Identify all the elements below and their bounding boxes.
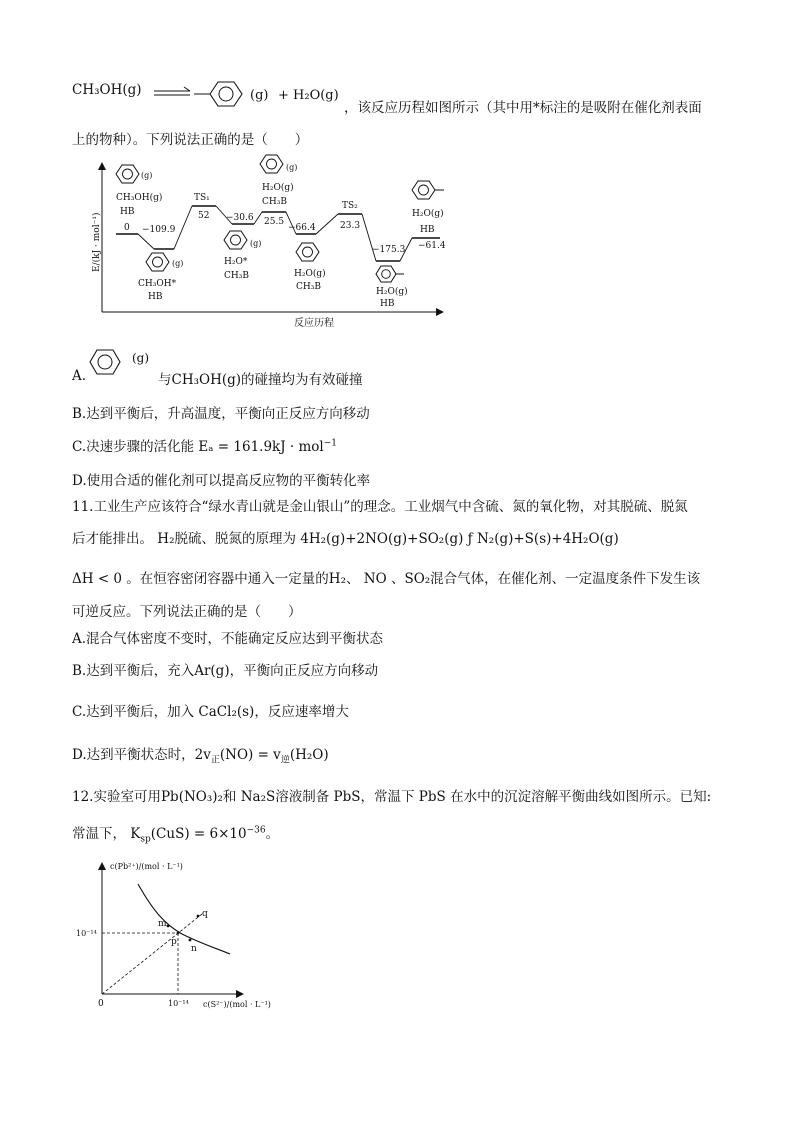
s1-hb: HB	[148, 292, 163, 302]
q10-option-d: D.使用合适的催化剂可以提高反应物的平衡转化率	[72, 473, 371, 489]
label-n: n	[191, 944, 197, 954]
solubility-curve-graph	[76, 854, 320, 1014]
s6-value: −61.4	[418, 241, 446, 251]
eq-arrow-and-product	[150, 76, 340, 116]
y-axis-label: c(Pb²⁺)/(mol · L⁻¹)	[110, 862, 183, 871]
point-m	[167, 925, 170, 928]
option-d-part-b: (NO) = v	[219, 747, 281, 763]
start-ch3oh: CH₃OH(g)	[116, 193, 163, 203]
ksp-exponent: −36	[246, 825, 266, 836]
toluene-icon	[412, 181, 444, 199]
benzene-icon	[260, 155, 283, 173]
eq-water: + H₂O(g)	[278, 88, 339, 103]
s1-tag: (g)	[172, 259, 184, 268]
x-axis-label: 反应历程	[294, 318, 334, 329]
ts1-label: TS₁	[194, 193, 210, 203]
eq-reactant: CH₃OH(g)	[72, 82, 142, 98]
label-m: m	[158, 919, 167, 929]
label-p: p	[171, 937, 177, 947]
q11-option-d	[72, 743, 329, 766]
s2-tag: (g)	[250, 239, 262, 248]
energy-profile-diagram	[90, 150, 470, 330]
label-q: q	[202, 909, 208, 919]
start-tag: (g)	[141, 171, 153, 180]
option-d-sub-reverse: 逆	[280, 755, 290, 766]
path-1	[138, 234, 154, 249]
q11-option-a: A.混合气体密度不变时，不能确定反应达到平衡状态	[72, 631, 384, 647]
ksp-end: 。	[265, 826, 280, 842]
benzene-icon	[224, 231, 247, 249]
q10-stem-a: ，该反应历程如图所示（其中用*标注的是吸附在催化剂表面	[344, 100, 702, 116]
q10-option-a	[72, 368, 86, 384]
x-axis-label: c(S²⁻)/(mol · L⁻¹)	[203, 1000, 271, 1009]
s2-value: −30.6	[226, 213, 254, 223]
y-axis-label: E/(kJ · mol⁻¹)	[92, 212, 102, 272]
s2-h2o: H₂O*	[224, 257, 248, 267]
ksp-prefix: 常温下， K	[72, 826, 141, 842]
option-d-sub-forward: 正	[210, 755, 220, 766]
equilibrium-curve	[138, 884, 230, 954]
diagonal-dashed	[102, 914, 202, 994]
q11-line-3: ΔH < 0 。在恒容密闭容器中通入一定量的H₂、 NO 、SO₂混合气体，在催化剂、一定温度条件下发生该	[72, 571, 701, 587]
point-q	[197, 915, 200, 918]
ts2-label: TS₂	[342, 201, 358, 211]
q12-line-1: 12.实验室可用Pb(NO₃)₂和 Na₂S溶液制备 PbS，常温下 PbS 在水中的沉淀溶解平衡曲线如图所示。已知:	[72, 789, 712, 805]
q10-equation	[72, 82, 142, 98]
toluene-icon	[376, 266, 404, 282]
q10-option-b: B.达到平衡后，升高温度，平衡向正反应方向移动	[72, 406, 370, 422]
q11-option-c: C.达到平衡后，加入 CaCl₂(s)，反应速率增大	[72, 704, 349, 720]
option-c-text: C.决速步骤的活化能 Eₐ = 161.9kJ · mol	[72, 439, 324, 455]
s5-hb: HB	[380, 299, 395, 309]
origin-label: 0	[98, 999, 104, 1009]
q11-option-b: B.达到平衡后，充入Ar(g)，平衡向正反应方向移动	[72, 663, 379, 679]
option-a-prefix: A.	[72, 368, 87, 384]
option-c-sup: −1	[323, 438, 338, 449]
s3-h2o: H₂O(g)	[262, 183, 294, 193]
s4-ch3b: CH₃B	[296, 282, 321, 292]
option-d-part-c: (H₂O)	[289, 747, 329, 763]
path-2	[174, 206, 192, 249]
ksp-value: (CuS) = 6×10	[150, 826, 247, 842]
ksp-sub: sp	[140, 834, 151, 845]
q10-option-c	[72, 435, 337, 455]
s6-hb: HB	[420, 225, 435, 235]
s5-value: −175.3	[372, 245, 406, 255]
q11-line-1: 11.工业生产应该符合“绿水青山就是金山银山”的理念。工业烟气中含硫、氮的氧化物，对其脱硫、脱氮	[72, 499, 688, 515]
s1-ch3oh: CH₃OH*	[138, 279, 177, 289]
ts1-value: 52	[198, 211, 210, 221]
toluene-product-icon	[194, 82, 242, 106]
option-a-tag: (g)	[132, 351, 150, 365]
s3-ch3b: CH₃B	[262, 197, 287, 207]
benzene-icon	[296, 243, 319, 261]
s3-value: 25.5	[264, 217, 285, 227]
q12-line-2	[72, 822, 279, 845]
path-6	[316, 214, 338, 234]
point-n	[189, 939, 192, 942]
reversible-arrow	[154, 87, 190, 95]
s6-h2o: H₂O(g)	[412, 209, 444, 219]
s4-value: −66.4	[288, 223, 316, 233]
y-tick-label: 10⁻¹⁴	[76, 929, 97, 938]
start-value: 0	[124, 223, 130, 233]
ts2-value: 23.3	[340, 221, 361, 231]
benzene-icon	[116, 165, 139, 183]
path-4	[254, 212, 262, 224]
s4-h2o: H₂O(g)	[294, 269, 326, 279]
point-p	[177, 932, 180, 935]
s1-value: −109.9	[142, 225, 176, 235]
s5-h2o: H₂O(g)	[376, 287, 408, 297]
benzene-icon	[146, 253, 169, 271]
option-a-benzene-icon	[86, 342, 166, 382]
s2-ch3b: CH₃B	[224, 271, 249, 281]
s3-tag: (g)	[286, 163, 298, 172]
q11-line-4: 可逆反应。下列说法正确的是（ ）	[72, 604, 302, 620]
eq-product-tag: (g)	[250, 88, 269, 103]
q11-line-2: 后才能排出。 H₂脱硫、脱氮的原理为 4H₂(g)+2NO(g)+SO₂(g) ƒ N₂(g)+S(s)+4H₂O(g)	[72, 531, 619, 547]
x-tick-label: 10⁻¹⁴	[168, 999, 189, 1008]
q10-stem-b: 上的物种）。下列说法正确的是（ ）	[72, 132, 309, 148]
q10-option-a-text: 与CH₃OH(g)的碰撞均为有效碰撞	[158, 372, 363, 388]
start-hb: HB	[120, 207, 135, 217]
option-d-part-a: D.达到平衡状态时，2v	[72, 747, 211, 763]
